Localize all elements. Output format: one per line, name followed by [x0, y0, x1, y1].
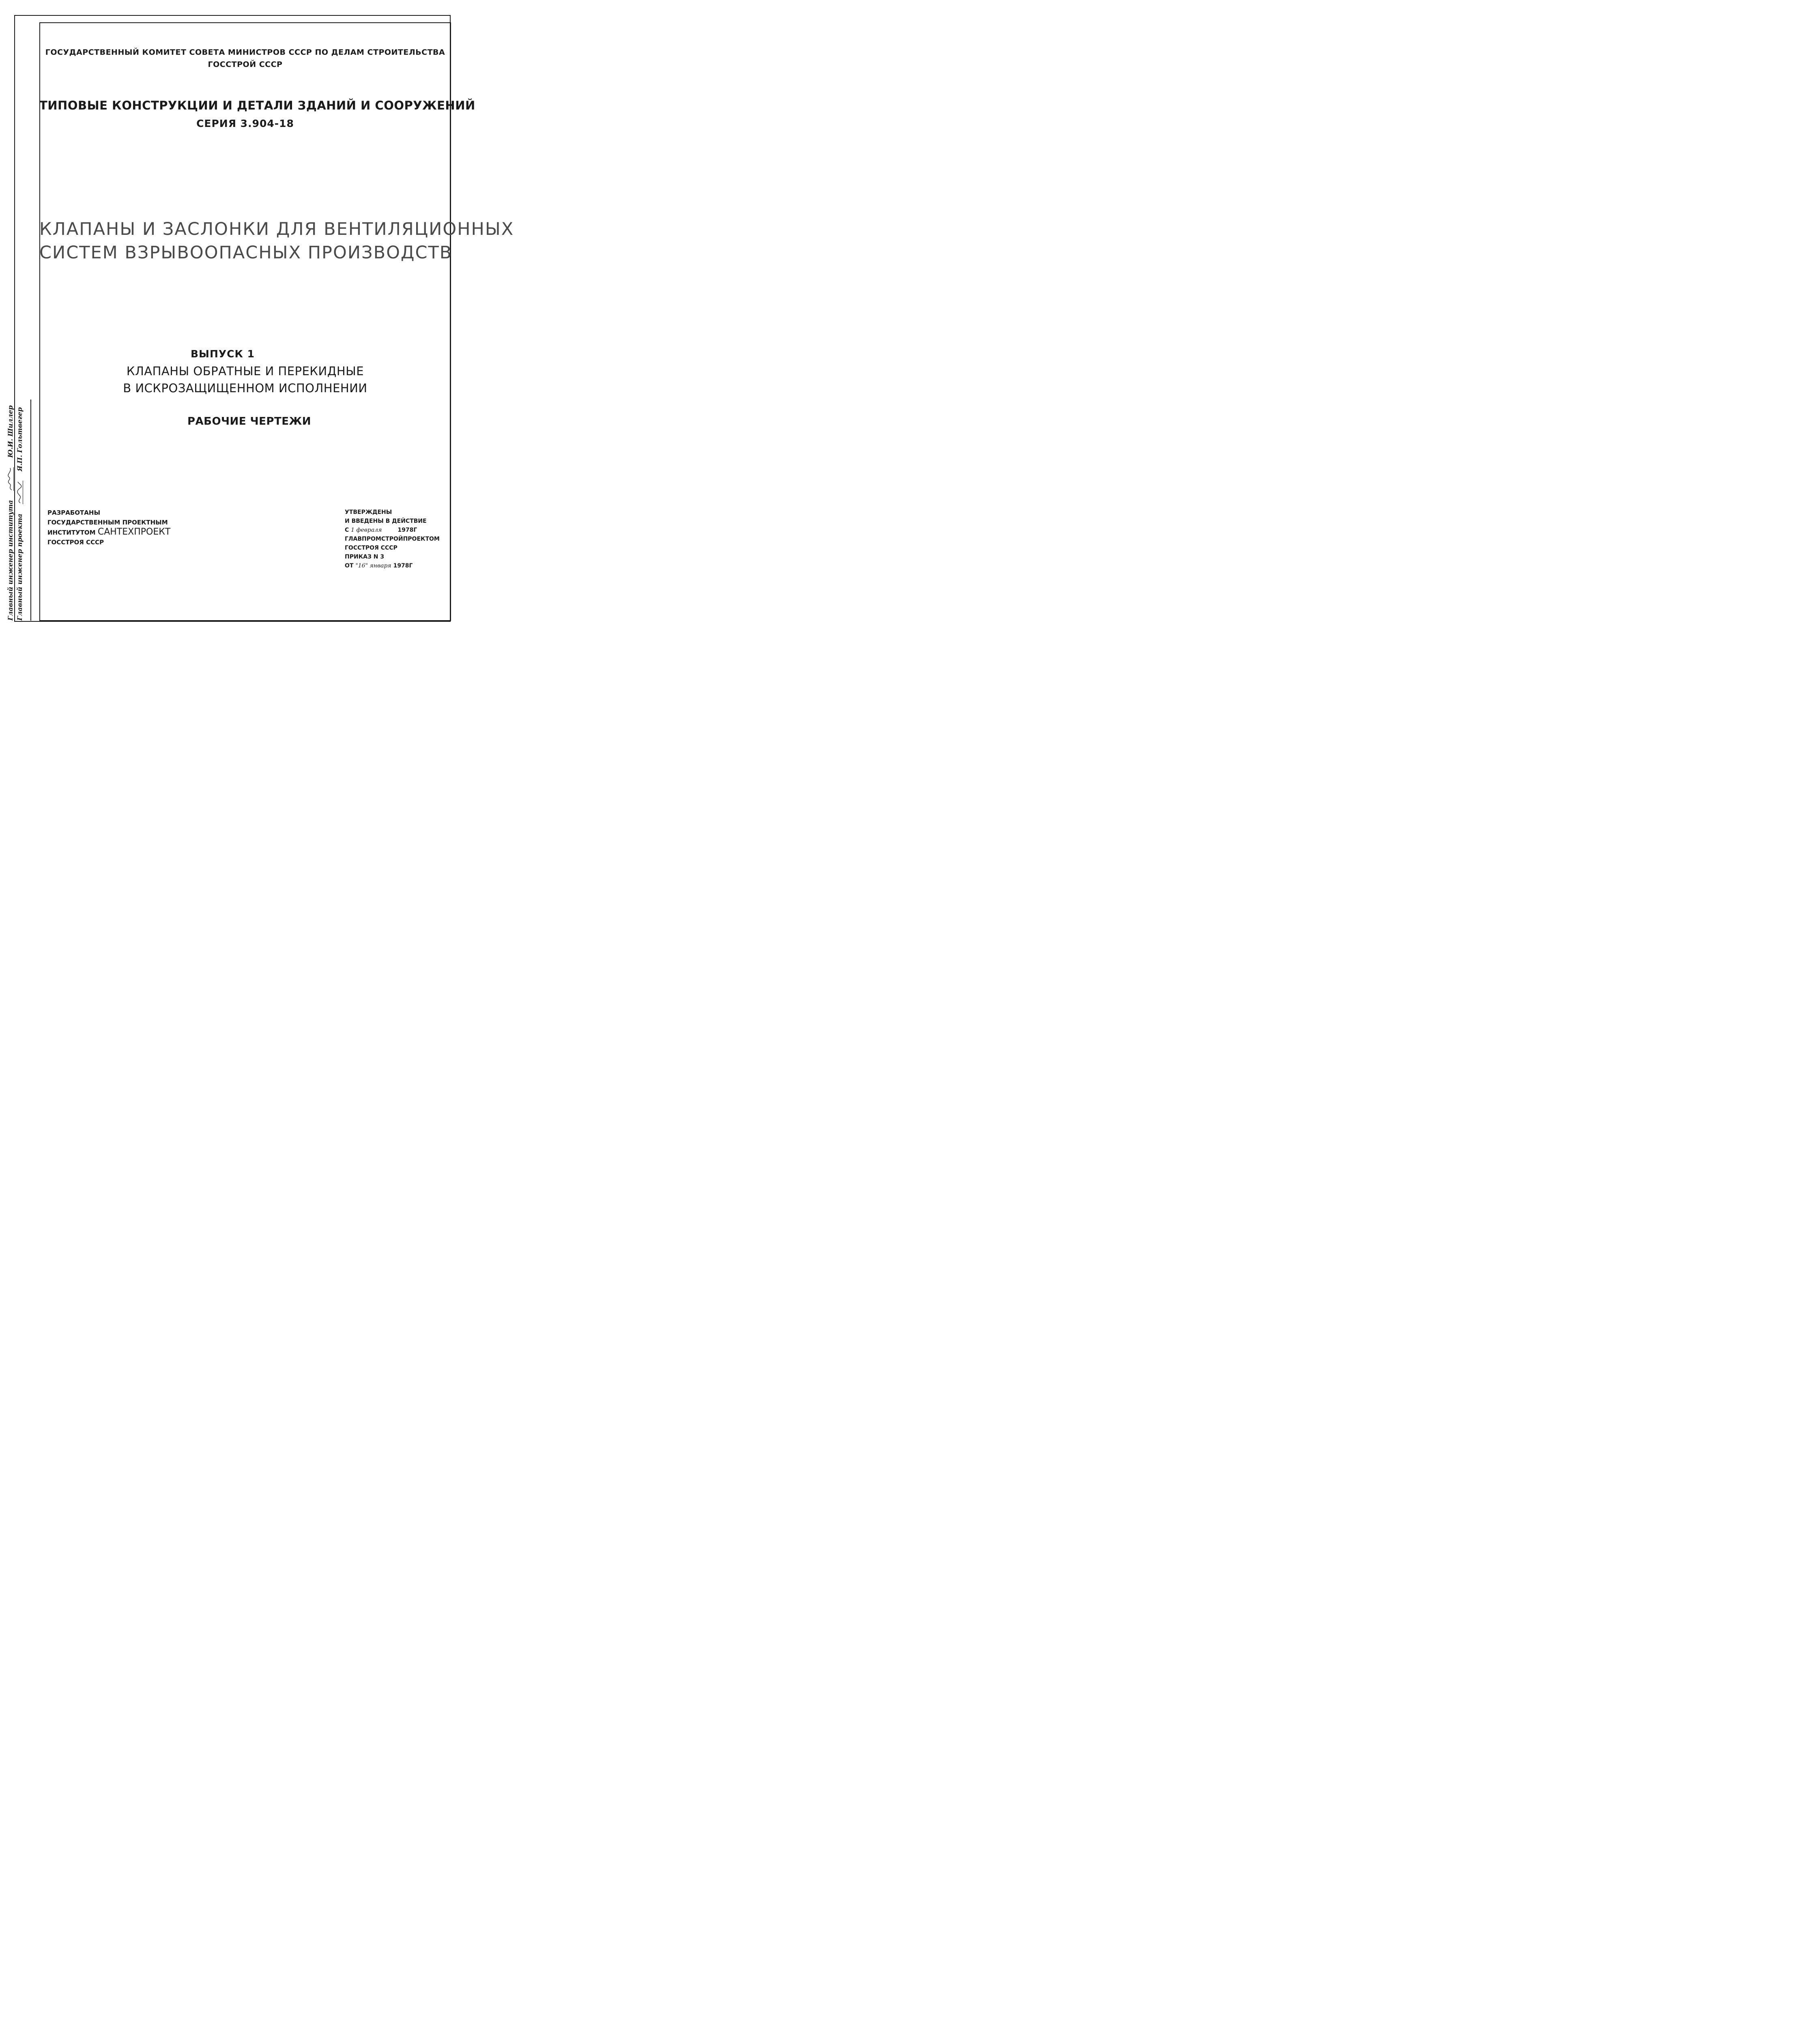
approved-line3	[345, 526, 440, 535]
stamp-role-chief-institute: Главный инженер института	[6, 500, 14, 621]
order-date-prefix: ОТ	[345, 563, 354, 569]
order-year: 1978Г	[393, 563, 413, 569]
header-gosstroy: ГОССТРОЙ СССР	[208, 60, 283, 69]
stamp-divider	[30, 400, 31, 621]
main-title-line1: КЛАПАНЫ И ЗАСЛОНКИ ДЛЯ ВЕНТИЛЯЦИОННЫХ	[39, 219, 514, 239]
order-date: "16" января	[355, 563, 391, 569]
approved-year: 1978Г	[398, 527, 417, 533]
issue-title-line2: В ИСКРОЗАЩИЩЕННОМ ИСПОЛНЕНИИ	[123, 381, 367, 395]
approved-line4: ГЛАВПРОМСТРОЙПРОЕКТОМ	[345, 536, 440, 542]
issue-label: ВЫПУСК 1	[191, 348, 255, 360]
stamp-name-chief-project: Я.П. Гольтвегер	[16, 407, 24, 472]
developed-line2: ГОСУДАРСТВЕННЫМ ПРОЕКТНЫМ	[47, 519, 168, 526]
developed-line4: ГОССТРОЯ СССР	[47, 539, 104, 546]
approved-order: ПРИКАЗ N 3	[345, 554, 385, 560]
series-title: ТИПОВЫЕ КОНСТРУКЦИИ И ДЕТАЛИ ЗДАНИЙ И СООРУЖЕНИЙ	[39, 99, 475, 112]
developed-line3	[47, 527, 170, 537]
main-title-line2: СИСТЕМ ВЗРЫВООПАСНЫХ ПРОИЗВОДСТВ	[39, 243, 453, 263]
signature-chief-project	[17, 481, 23, 504]
developed-line1: РАЗРАБОТАНЫ	[47, 509, 100, 516]
approved-date: 1 февраля	[351, 527, 382, 533]
series-number: СЕРИЯ 3.904-18	[196, 118, 294, 129]
approved-line2: И ВВЕДЕНЫ В ДЕЙСТВИЕ	[345, 518, 427, 524]
developed-institute-prefix: ИНСТИТУТОМ	[47, 529, 96, 536]
stamp-name-chief-institute: Ю.И. Шиллер	[6, 405, 14, 458]
issue-title-line1: КЛАПАНЫ ОБРАТНЫЕ И ПЕРЕКИДНЫЕ	[126, 364, 364, 378]
approved-block	[345, 508, 440, 570]
approved-date-prefix: С	[345, 527, 349, 533]
developed-institute-name: САНТЕХПРОЕКТ	[97, 527, 171, 537]
stamp-row-chief-project	[15, 405, 24, 621]
working-drawings-label: РАБОЧИЕ ЧЕРТЕЖИ	[187, 415, 312, 428]
signature-stamp	[6, 405, 24, 621]
approved-line1: УТВЕРЖДЕНЫ	[345, 509, 392, 516]
approved-line7	[345, 561, 440, 570]
stamp-role-chief-project: Главный инженер проекта	[16, 513, 24, 621]
signature-chief-institute	[8, 467, 14, 491]
header-committee: ГОСУДАРСТВЕННЫЙ КОМИТЕТ СОВЕТА МИНИСТРОВ СССР ПО ДЕЛАМ СТРОИТЕЛЬСТВА	[45, 48, 445, 57]
developed-by-block	[47, 508, 170, 547]
approved-line5: ГОССТРОЯ СССР	[345, 545, 398, 551]
stamp-row-chief-institute	[6, 405, 15, 621]
